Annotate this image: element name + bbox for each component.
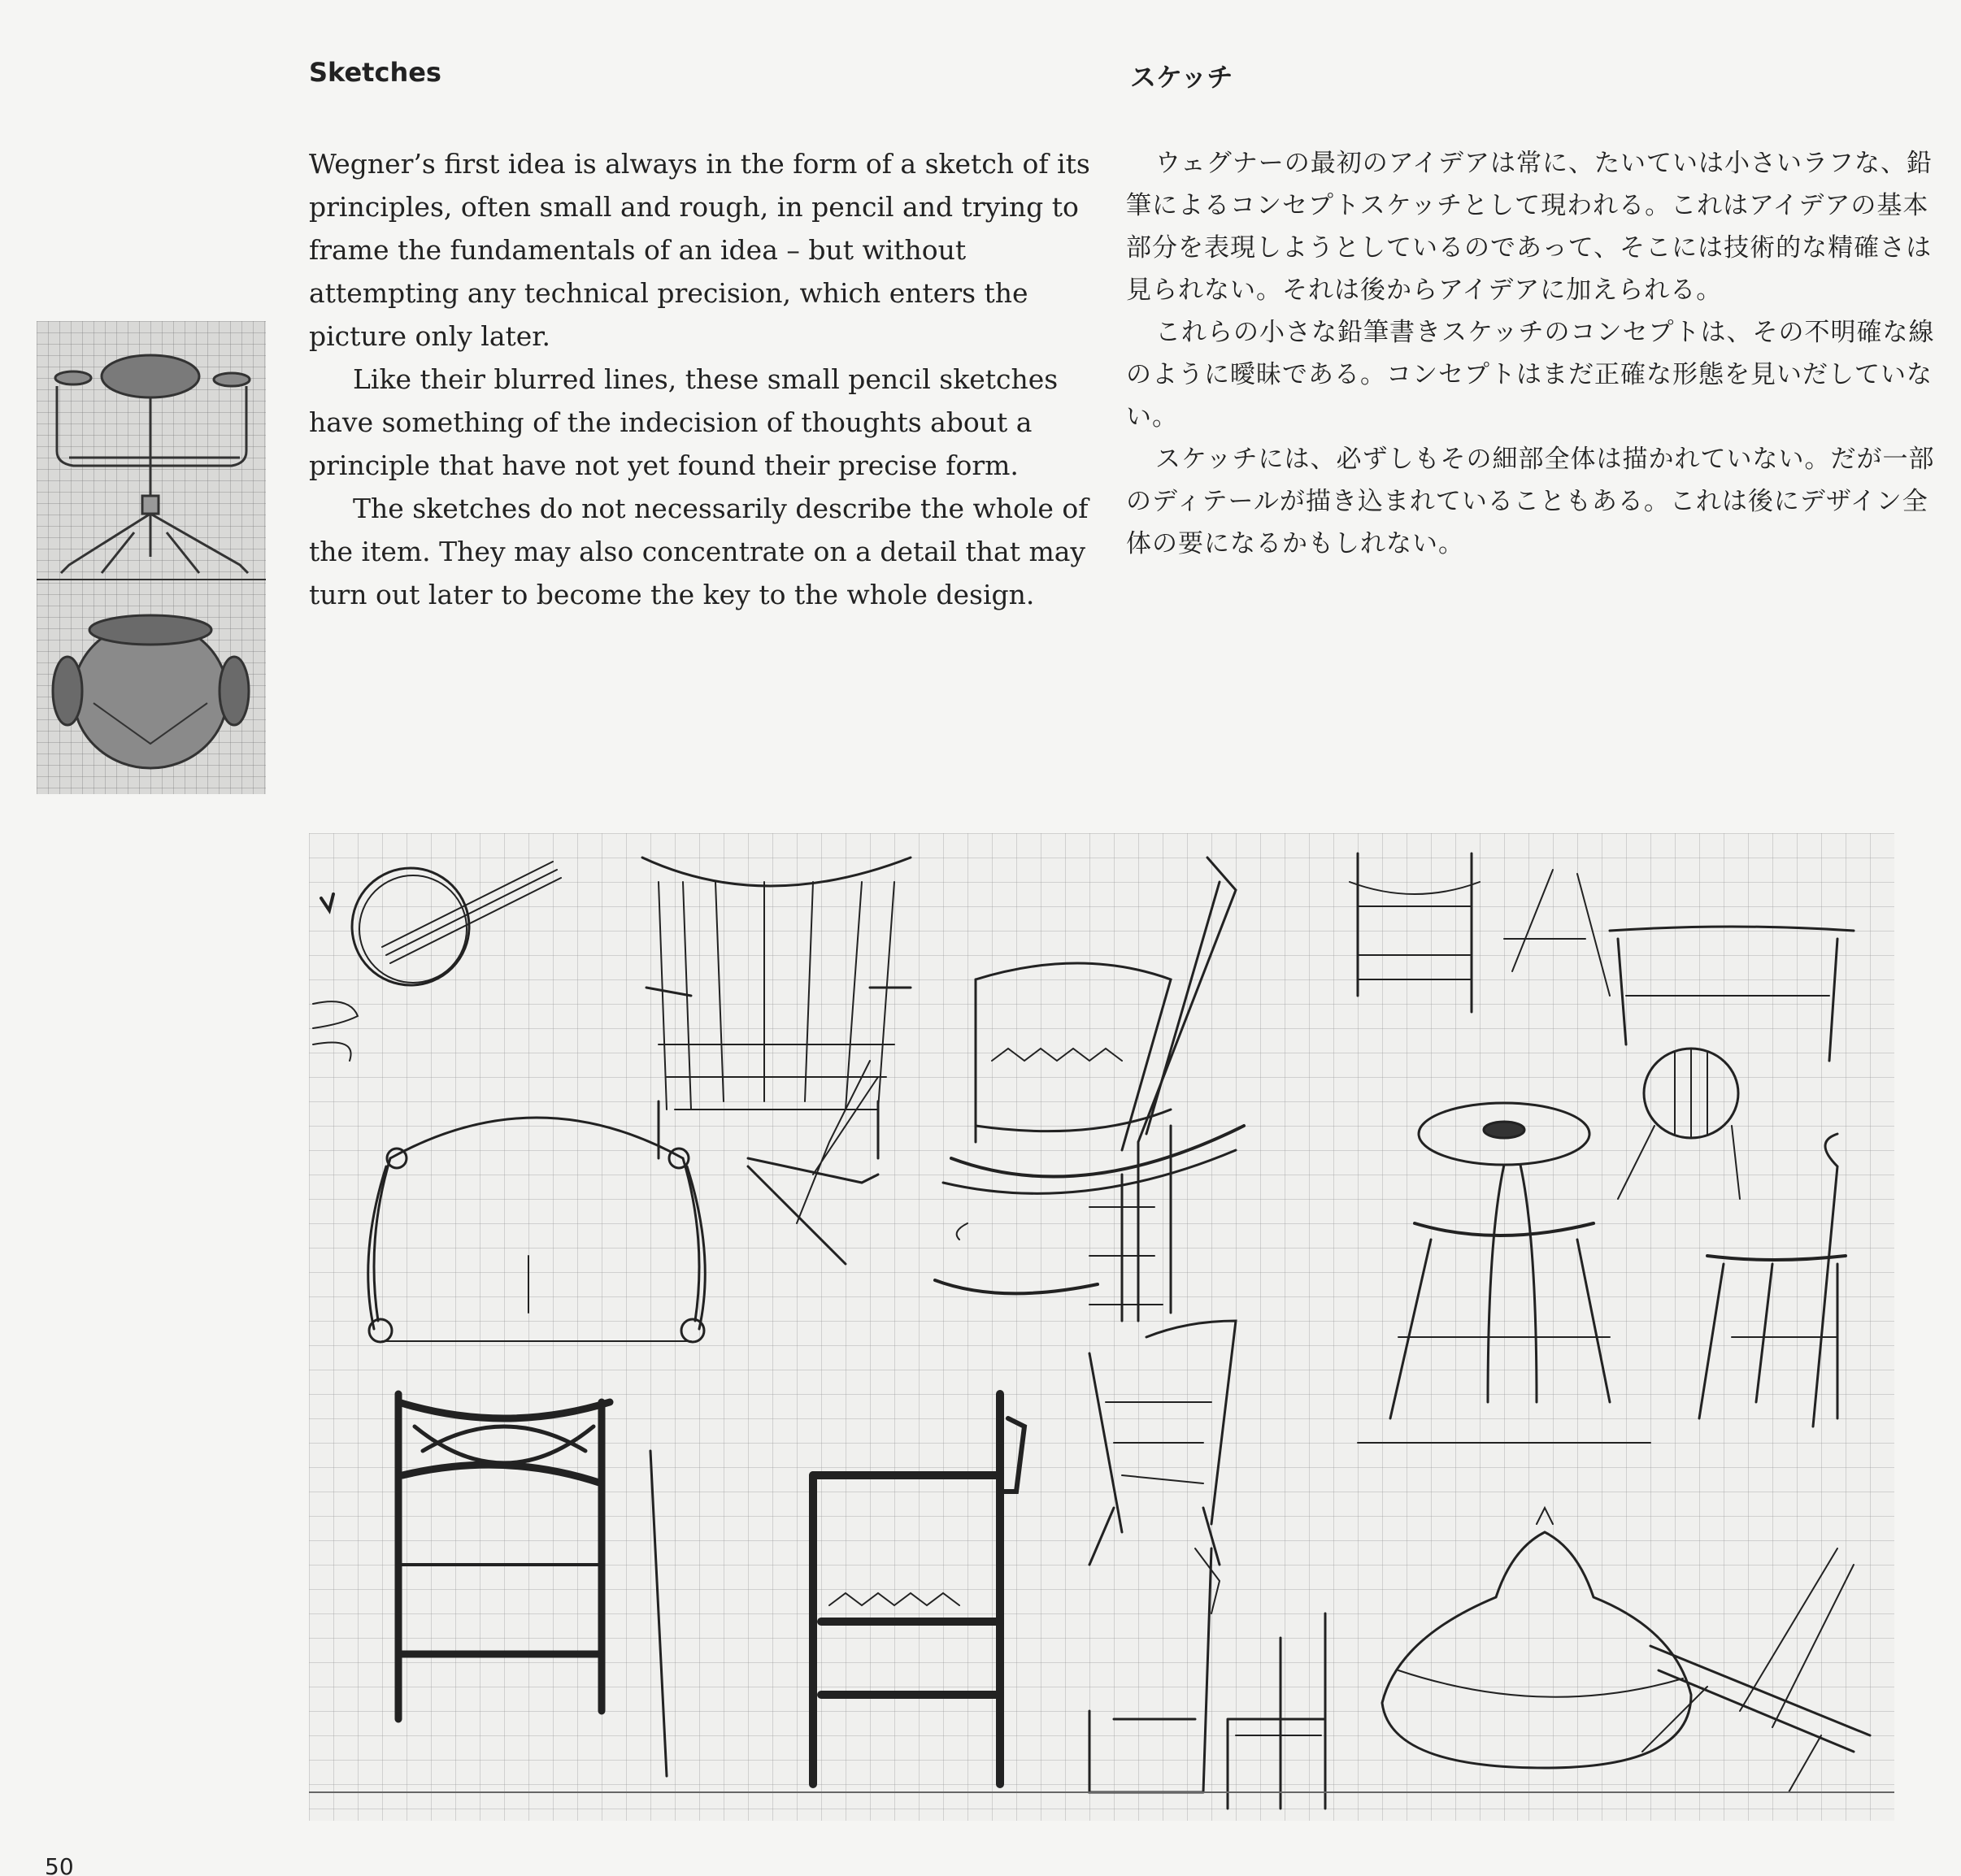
pencil-sketch-sheet <box>309 833 1894 1821</box>
section-title-japanese: スケッチ <box>1130 62 1233 93</box>
section-title-english: Sketches <box>309 57 441 88</box>
english-paragraph-1: Wegner’s first idea is always in the form of a sketch of its principles, often small and rough, in pencil and trying to frame the fundamentals of an idea – but without attempting any technical precision, which enters the picture only later. <box>309 148 1090 352</box>
english-paragraph-3: The sketches do not necessarily describe the whole of the item. They may also concentrate on a detail that may turn out later to become the key to the whole design. <box>309 493 1089 610</box>
page-number: 50 <box>45 1853 74 1876</box>
japanese-paragraph-3: スケッチには、必ずしもその細部全体は描かれていない。だが一部のディテールが描き込まれていることもある。これは後にデザイン全体の要になるかもしれない。 <box>1126 445 1935 558</box>
japanese-text-column <box>1126 142 1939 565</box>
chair-drawing-thumbnail <box>37 321 266 794</box>
japanese-paragraph-2: これらの小さな鉛筆書きスケッチのコンセプトは、その不明確な線のように曖昧である。コンセプトはまだ正確な形態を見いだしていない。 <box>1126 318 1935 432</box>
japanese-paragraph-1: ウェグナーの最初のアイデアは常に、たいていは小さいラフな、鉛筆によるコンセプトスケッチとして現われる。これはアイデアの基本部分を表現しようとしているのであって、そこには技術的な精確さは見られない。それは後からアイデアに加えられる。 <box>1126 149 1933 305</box>
english-paragraph-2: Like their blurred lines, these small pencil sketches have something of the indecision of thoughts about a principle that have not yet found their precise form. <box>309 363 1059 481</box>
english-text-column <box>309 142 1106 616</box>
chair-sketches-illustration <box>309 833 1894 1821</box>
swivel-chair-drawing <box>37 321 266 794</box>
